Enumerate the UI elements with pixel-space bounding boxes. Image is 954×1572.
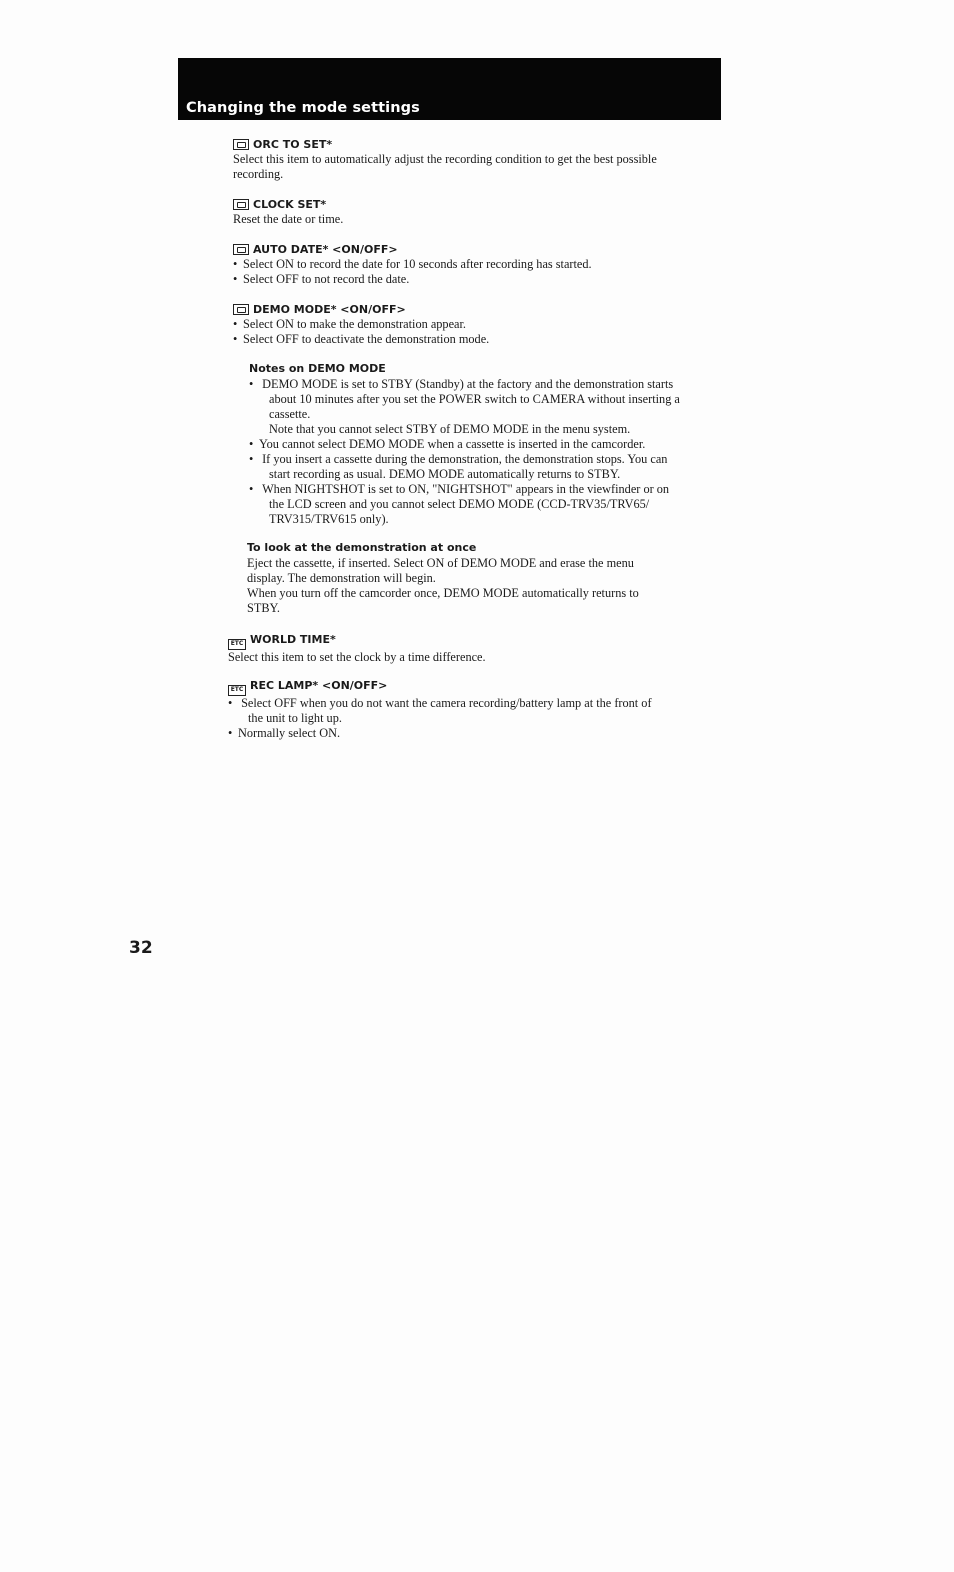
camera-icon — [233, 244, 249, 255]
body-text: STBY. — [247, 601, 280, 615]
page-number: 32 — [129, 938, 153, 958]
orc-to-set-heading: ORC TO SET* — [233, 137, 723, 152]
bullet-item: • Select ON to record the date for 10 seconds after recording has started. — [233, 257, 723, 272]
orc-to-set-section — [233, 137, 723, 182]
rec-lamp-heading: ETC REC LAMP* <ON/OFF> — [228, 678, 718, 696]
page-title: Changing the mode settings — [186, 100, 420, 116]
demo-mode-section — [233, 302, 723, 347]
etc-icon: ETC — [228, 685, 246, 696]
bullet-item: • Select OFF to deactivate the demonstration mode. — [233, 332, 723, 347]
etc-icon: ETC — [228, 639, 246, 650]
camera-icon — [233, 304, 249, 315]
bullet-item: • When NIGHTSHOT is set to ON, "NIGHTSHOT" appears in the viewfinder or on the LCD screen and you cannot select DEMO MODE (CCD-TRV35/TRV65/ TRV315/TRV615 only). — [249, 482, 724, 527]
demo-mode-heading: DEMO MODE* <ON/OFF> — [233, 302, 723, 317]
rec-lamp-section — [228, 678, 718, 741]
body-text: display. The demonstration will begin. — [247, 571, 436, 585]
bullet-item: • DEMO MODE is set to STBY (Standby) at the factory and the demonstration starts about 10 minutes after you set the POWER switch to CAMERA without inserting a cassette. Note that you cannot select STBY of DEMO MODE in the menu system. — [249, 377, 724, 437]
bullet-item: • Select OFF when you do not want the camera recording/battery lamp at the front of the unit to light up. — [228, 696, 718, 726]
world-time-heading: ETC WORLD TIME* — [228, 632, 718, 650]
bullet-item: • Normally select ON. — [228, 726, 718, 741]
camera-icon — [233, 139, 249, 150]
notes-heading: Notes on DEMO MODE — [249, 362, 386, 375]
bullet-item: • Select OFF to not record the date. — [233, 272, 723, 287]
bullet-item: • If you insert a cassette during the demonstration, the demonstration stops. You can start recording as usual. DEMO MODE automatically returns to STBY. — [249, 452, 724, 482]
body-text: recording. — [233, 167, 284, 181]
look-demonstration-section — [247, 540, 722, 616]
world-time-section — [228, 632, 718, 665]
camera-icon — [233, 199, 249, 210]
body-text: Eject the cassette, if inserted. Select ON of DEMO MODE and erase the menu — [247, 556, 634, 570]
body-text: Select this item to automatically adjust the recording condition to get the best possible — [233, 152, 657, 166]
clock-set-section — [233, 197, 723, 227]
auto-date-heading: AUTO DATE* <ON/OFF> — [233, 242, 723, 257]
clock-set-heading: CLOCK SET* — [233, 197, 723, 212]
section-header-bar — [178, 58, 721, 120]
auto-date-section — [233, 242, 723, 287]
bullet-item: • Select ON to make the demonstration appear. — [233, 317, 723, 332]
notes-demo-mode — [249, 361, 724, 527]
look-demonstration-heading: To look at the demonstration at once — [247, 541, 477, 554]
body-text: Select this item to set the clock by a time difference. — [228, 650, 486, 664]
body-text: Reset the date or time. — [233, 212, 344, 226]
bullet-item: • You cannot select DEMO MODE when a cassette is inserted in the camcorder. — [249, 437, 724, 452]
body-text: When you turn off the camcorder once, DEMO MODE automatically returns to — [247, 586, 639, 600]
